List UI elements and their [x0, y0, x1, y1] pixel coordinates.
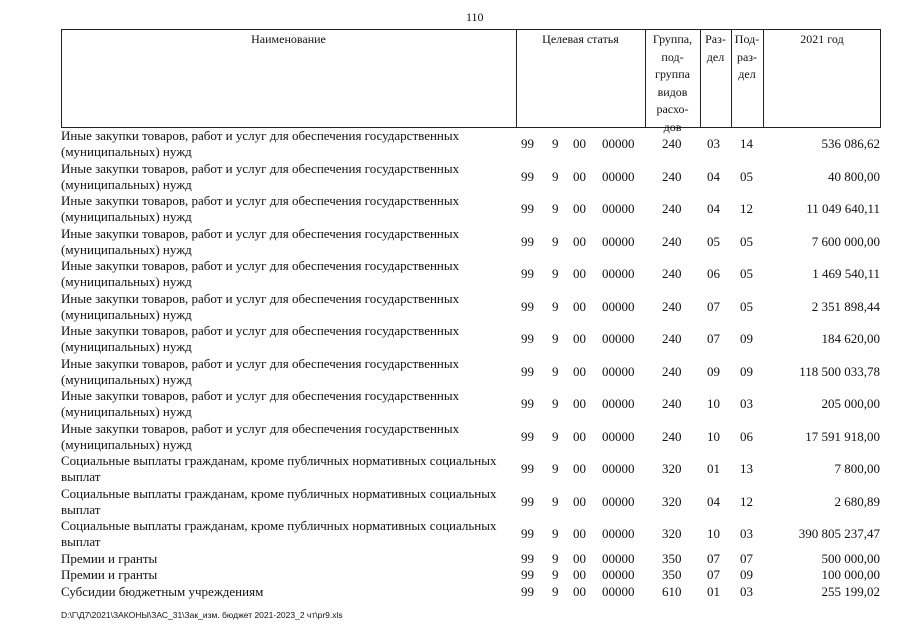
table-row — [61, 551, 881, 568]
table-row — [61, 193, 881, 226]
row-name: Премии и гранты — [61, 567, 158, 582]
target-subprogram: 9 — [552, 493, 559, 509]
target-direction: 00 — [573, 396, 586, 411]
row-name: Иные закупки товаров, работ и услуг для обеспечения государственных (муниципальных) нужд — [61, 258, 460, 289]
header-name: Наименование — [251, 32, 326, 46]
target-code: 00000 — [602, 233, 635, 249]
subsection-code: 05 — [740, 266, 753, 281]
table-row — [61, 323, 881, 356]
amount-2021: 255 199,02 — [821, 583, 880, 599]
target-direction: 00 — [573, 461, 586, 476]
amount-2021: 184 620,00 — [821, 331, 880, 346]
target-direction: 00 — [573, 583, 586, 599]
subsection-code: 05 — [740, 298, 753, 314]
table-row — [61, 356, 881, 389]
header-subsection: Под- раз- дел — [734, 32, 760, 81]
target-subprogram: 9 — [552, 168, 559, 184]
target-program: 99 — [521, 331, 534, 346]
expense-group: 240 — [662, 136, 682, 151]
target-subprogram: 9 — [552, 363, 559, 379]
page-number: 110 — [466, 10, 484, 24]
table-row — [61, 258, 881, 291]
section-code: 10 — [707, 428, 720, 444]
target-subprogram: 9 — [552, 550, 559, 566]
section-code: 04 — [707, 201, 720, 216]
amount-2021: 205 000,00 — [821, 396, 880, 411]
subsection-code: 09 — [740, 331, 753, 346]
target-subprogram: 9 — [552, 331, 559, 346]
expense-group: 240 — [662, 168, 682, 184]
row-name: Премии и гранты — [61, 550, 158, 566]
target-direction: 00 — [573, 550, 586, 566]
row-name: Социальные выплаты гражданам, кроме публичных нормативных социальных выплат — [61, 518, 497, 549]
amount-2021: 7 600 000,00 — [811, 233, 880, 249]
amount-2021: 118 500 033,78 — [799, 363, 880, 379]
amount-2021: 40 800,00 — [828, 168, 880, 184]
target-code: 00000 — [602, 461, 635, 476]
expense-group: 240 — [662, 331, 682, 346]
amount-2021: 536 086,62 — [821, 136, 880, 151]
section-code: 07 — [707, 298, 720, 314]
row-name: Иные закупки товаров, работ и услуг для обеспечения государственных (муниципальных) нужд — [61, 323, 460, 354]
row-name: Иные закупки товаров, работ и услуг для обеспечения государственных (муниципальных) нужд — [61, 420, 460, 452]
subsection-code: 09 — [740, 567, 753, 582]
subsection-code: 06 — [740, 428, 753, 444]
table-row — [61, 128, 881, 161]
amount-2021: 390 805 237,47 — [798, 526, 880, 541]
section-code: 07 — [707, 550, 720, 566]
target-subprogram: 9 — [552, 428, 559, 444]
section-code: 01 — [707, 583, 720, 599]
target-program: 99 — [521, 136, 534, 151]
expense-group: 350 — [662, 550, 682, 566]
target-direction: 00 — [573, 331, 586, 346]
target-direction: 00 — [573, 526, 586, 541]
header-group: Группа, под- группа видов расхо- дов — [652, 32, 693, 134]
subsection-code: 05 — [740, 168, 753, 184]
target-subprogram: 9 — [552, 567, 559, 582]
target-program: 99 — [521, 201, 534, 216]
row-name: Социальные выплаты гражданам, кроме публичных нормативных социальных выплат — [61, 485, 497, 517]
table-row — [61, 226, 881, 259]
expense-group: 240 — [662, 298, 682, 314]
footer-file-path: D:\Г\Д7\2021\ЗАКОНЫ\ЗАС_31\Зак_изм. бюджет 2021-2023_2 чт\pr9.xls — [61, 610, 343, 620]
target-code: 00000 — [602, 136, 635, 151]
target-program: 99 — [521, 550, 534, 566]
subsection-code: 05 — [740, 233, 753, 249]
target-code: 00000 — [602, 266, 635, 281]
target-direction: 00 — [573, 363, 586, 379]
table-row — [61, 486, 881, 519]
target-program: 99 — [521, 298, 534, 314]
table-row — [61, 584, 881, 601]
target-code: 00000 — [602, 550, 635, 566]
amount-2021: 2 680,89 — [834, 493, 880, 509]
header-section: Раз- дел — [705, 32, 726, 64]
section-code: 07 — [707, 331, 720, 346]
target-program: 99 — [521, 396, 534, 411]
header-target: Целевая статья — [542, 32, 619, 46]
target-code: 00000 — [602, 168, 635, 184]
target-program: 99 — [521, 233, 534, 249]
target-code: 00000 — [602, 363, 635, 379]
expense-group: 240 — [662, 428, 682, 444]
expense-group: 240 — [662, 266, 682, 281]
target-direction: 00 — [573, 266, 586, 281]
section-code: 06 — [707, 266, 720, 281]
expense-group: 320 — [662, 493, 682, 509]
subsection-code: 12 — [740, 201, 753, 216]
target-direction: 00 — [573, 428, 586, 444]
target-code: 00000 — [602, 428, 635, 444]
target-subprogram: 9 — [552, 461, 559, 476]
expense-group: 320 — [662, 526, 682, 541]
section-code: 10 — [707, 396, 720, 411]
subsection-code: 03 — [740, 396, 753, 411]
target-subprogram: 9 — [552, 266, 559, 281]
target-program: 99 — [521, 428, 534, 444]
target-code: 00000 — [602, 493, 635, 509]
table-row — [61, 421, 881, 454]
target-code: 00000 — [602, 201, 635, 216]
table-row — [61, 161, 881, 194]
section-code: 04 — [707, 168, 720, 184]
target-program: 99 — [521, 266, 534, 281]
subsection-code: 14 — [740, 136, 753, 151]
row-name: Иные закупки товаров, работ и услуг для обеспечения государственных (муниципальных) нужд — [61, 225, 460, 257]
target-subprogram: 9 — [552, 526, 559, 541]
row-name: Иные закупки товаров, работ и услуг для обеспечения государственных (муниципальных) нужд — [61, 290, 460, 322]
table-row — [61, 518, 881, 551]
row-name: Социальные выплаты гражданам, кроме публичных нормативных социальных выплат — [61, 453, 497, 484]
target-subprogram: 9 — [552, 298, 559, 314]
subsection-code: 03 — [740, 526, 753, 541]
expense-group: 240 — [662, 201, 682, 216]
subsection-code: 03 — [740, 583, 753, 599]
expense-group: 350 — [662, 567, 682, 582]
table-row — [61, 388, 881, 421]
section-code: 07 — [707, 567, 720, 582]
amount-2021: 100 000,00 — [821, 567, 880, 582]
target-program: 99 — [521, 363, 534, 379]
header-year: 2021 год — [800, 32, 844, 46]
target-code: 00000 — [602, 583, 635, 599]
target-subprogram: 9 — [552, 583, 559, 599]
expense-group: 240 — [662, 396, 682, 411]
target-direction: 00 — [573, 567, 586, 582]
amount-2021: 2 351 898,44 — [811, 298, 880, 314]
amount-2021: 11 049 640,11 — [806, 201, 880, 216]
table-row — [61, 453, 881, 486]
subsection-code: 12 — [740, 493, 753, 509]
section-code: 01 — [707, 461, 720, 476]
subsection-code: 07 — [740, 550, 753, 566]
amount-2021: 7 800,00 — [834, 461, 880, 476]
expense-group: 610 — [662, 583, 682, 599]
target-program: 99 — [521, 567, 534, 582]
target-subprogram: 9 — [552, 136, 559, 151]
expense-group: 320 — [662, 461, 682, 476]
target-code: 00000 — [602, 567, 635, 582]
section-code: 09 — [707, 363, 720, 379]
row-name: Иные закупки товаров, работ и услуг для обеспечения государственных (муниципальных) нужд — [61, 128, 460, 159]
target-program: 99 — [521, 526, 534, 541]
section-code: 10 — [707, 526, 720, 541]
table-row — [61, 567, 881, 584]
subsection-code: 13 — [740, 461, 753, 476]
target-code: 00000 — [602, 526, 635, 541]
amount-2021: 17 591 918,00 — [805, 428, 880, 444]
target-direction: 00 — [573, 201, 586, 216]
target-program: 99 — [521, 583, 534, 599]
target-subprogram: 9 — [552, 233, 559, 249]
section-code: 05 — [707, 233, 720, 249]
amount-2021: 1 469 540,11 — [812, 266, 880, 281]
target-program: 99 — [521, 461, 534, 476]
row-name: Иные закупки товаров, работ и услуг для обеспечения государственных (муниципальных) нужд — [61, 193, 460, 224]
target-program: 99 — [521, 493, 534, 509]
target-direction: 00 — [573, 493, 586, 509]
target-subprogram: 9 — [552, 396, 559, 411]
table-row — [61, 291, 881, 324]
target-program: 99 — [521, 168, 534, 184]
expense-group: 240 — [662, 363, 682, 379]
target-code: 00000 — [602, 396, 635, 411]
amount-2021: 500 000,00 — [821, 550, 880, 566]
row-name: Иные закупки товаров, работ и услуг для обеспечения государственных (муниципальных) нужд — [61, 355, 460, 387]
subsection-code: 09 — [740, 363, 753, 379]
target-code: 00000 — [602, 298, 635, 314]
row-name: Субсидии бюджетным учреждениям — [61, 583, 264, 599]
target-direction: 00 — [573, 168, 586, 184]
row-name: Иные закупки товаров, работ и услуг для обеспечения государственных (муниципальных) нужд — [61, 160, 460, 192]
target-direction: 00 — [573, 298, 586, 314]
section-code: 03 — [707, 136, 720, 151]
target-code: 00000 — [602, 331, 635, 346]
expense-group: 240 — [662, 233, 682, 249]
target-subprogram: 9 — [552, 201, 559, 216]
target-direction: 00 — [573, 233, 586, 249]
section-code: 04 — [707, 493, 720, 509]
row-name: Иные закупки товаров, работ и услуг для обеспечения государственных (муниципальных) нужд — [61, 388, 460, 419]
target-direction: 00 — [573, 136, 586, 151]
